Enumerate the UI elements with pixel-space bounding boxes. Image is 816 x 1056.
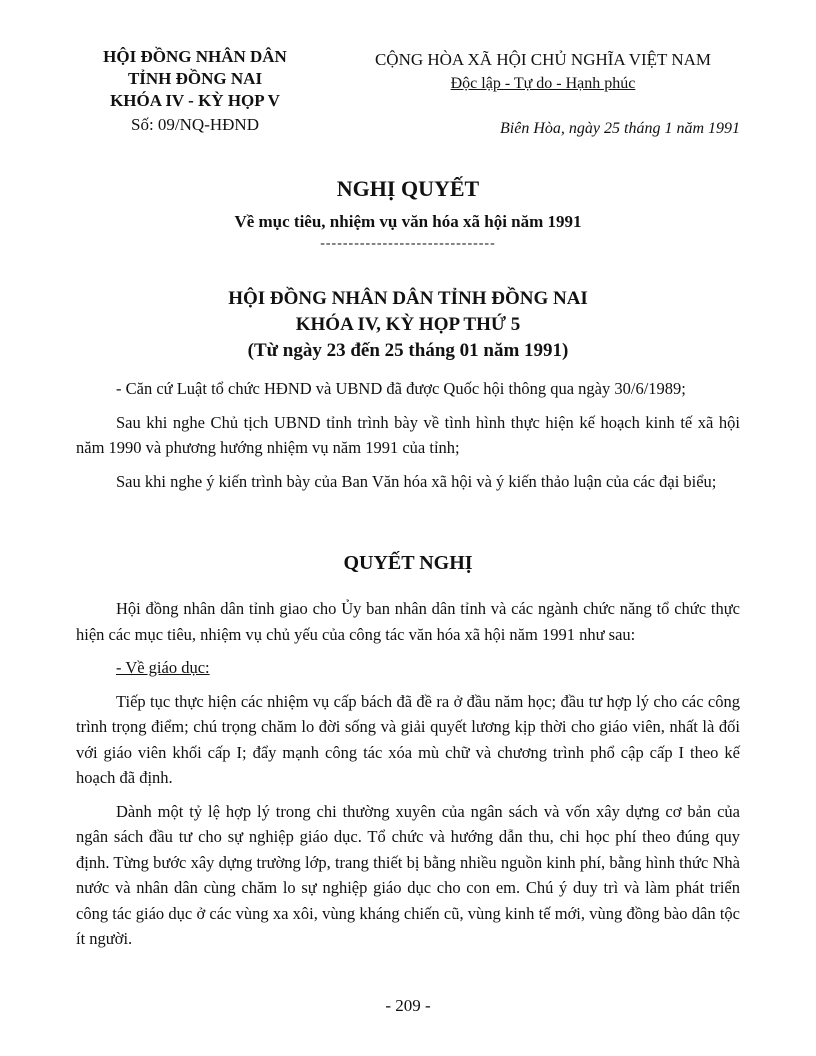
- page-number: - 209 -: [385, 996, 431, 1015]
- intro-paragraph: Hội đồng nhân dân tỉnh giao cho Ủy ban nhân dân tỉnh và các ngành chức năng tổ chức thực hiện các mục tiêu, nhiệm vụ chủ yếu của công tác văn hóa xã hội năm 1991 như sau:: [76, 599, 740, 644]
- national-motto: Độc lập - Tự do - Hạnh phúc: [450, 75, 636, 92]
- education-paragraph: Tiếp tục thực hiện các nhiệm vụ cấp bách đã đề ra ở đầu năm học; đầu tư hợp lý cho các công trình trọng điểm; chú trọng chăm lo đời sống và giải quyết lương kịp thời cho giáo viên, nhất là đối với giáo viên khối cấp I; đẩy mạnh công tác xóa mù chữ và chương trình phổ cập cấp I theo kế hoạch đã định.: [76, 691, 740, 787]
- preamble-paragraph: Sau khi nghe ý kiến trình bày của Ban Văn hóa xã hội và ý kiến thảo luận của các đại biểu;: [116, 471, 717, 491]
- place-date: Biên Hòa, ngày 25 tháng 1 năm 1991: [500, 120, 740, 137]
- nation-block: [348, 48, 738, 95]
- document-subtitle: Về mục tiêu, nhiệm vụ văn hóa xã hội năm 1991: [234, 212, 582, 231]
- nation-name: CỘNG HÒA XÃ HỘI CHỦ NGHĨA VIỆT NAM: [374, 50, 712, 69]
- issuer-line-3: KHÓA IV - KỲ HỌP V: [110, 91, 280, 110]
- education-paragraph: Dành một tỷ lệ hợp lý trong chi thường xuyên của ngân sách và vốn xây dựng cơ bản của ngân sách đầu tư cho sự nghiệp giáo dục. Tổ chức và hướng dẫn thu, chi học phí theo đúng quy định. Từng bước xây dựng trường lớp, trang thiết bị bằng nhiều nguồn kinh phí, bằng hình thức Nhà nước và nhân dân cùng chăm lo sự nghiệp giáo dục cho con em. Chú ý duy trì và làm phát triển công tác giáo dục ở các vùng xa xôi, vùng kháng chiến cũ, vùng kinh tế mới, vùng đồng bào dân tộc ít người.: [76, 801, 740, 948]
- council-line-2: KHÓA IV, KỲ HỌP THỨ 5: [295, 314, 521, 335]
- council-line-1: HỘI ĐỒNG NHÂN DÂN TỈNH ĐỒNG NAI: [228, 288, 588, 309]
- preamble-paragraph: - Căn cứ Luật tổ chức HĐND và UBND đã được Quốc hội thông qua ngày 30/6/1989;: [116, 379, 686, 398]
- section-heading-education: - Về giáo dục:: [116, 658, 210, 677]
- issuer-line-1: HỘI ĐỒNG NHÂN DÂN: [103, 47, 287, 66]
- decision-heading: QUYẾT NGHỊ: [343, 552, 473, 574]
- document-title: NGHỊ QUYẾT: [336, 176, 480, 201]
- preamble: [76, 376, 740, 502]
- issuer-line-2: TỈNH ĐỒNG NAI: [127, 69, 263, 88]
- council-line-3: (Từ ngày 23 đến 25 tháng 01 năm 1991): [247, 340, 569, 361]
- issuer-block: [64, 46, 326, 136]
- document-number: Số: 09/NQ-HĐND: [131, 115, 259, 134]
- decision-body: [76, 596, 740, 960]
- preamble-paragraph: Sau khi nghe Chủ tịch UBND tỉnh trình bày về tình hình thực hiện kế hoạch kinh tế xã hội năm 1990 và phương hướng nhiệm vụ năm 1991 của tỉnh;: [76, 412, 740, 457]
- council-heading: [76, 286, 740, 364]
- separator-rule: -------------------------------: [320, 236, 496, 251]
